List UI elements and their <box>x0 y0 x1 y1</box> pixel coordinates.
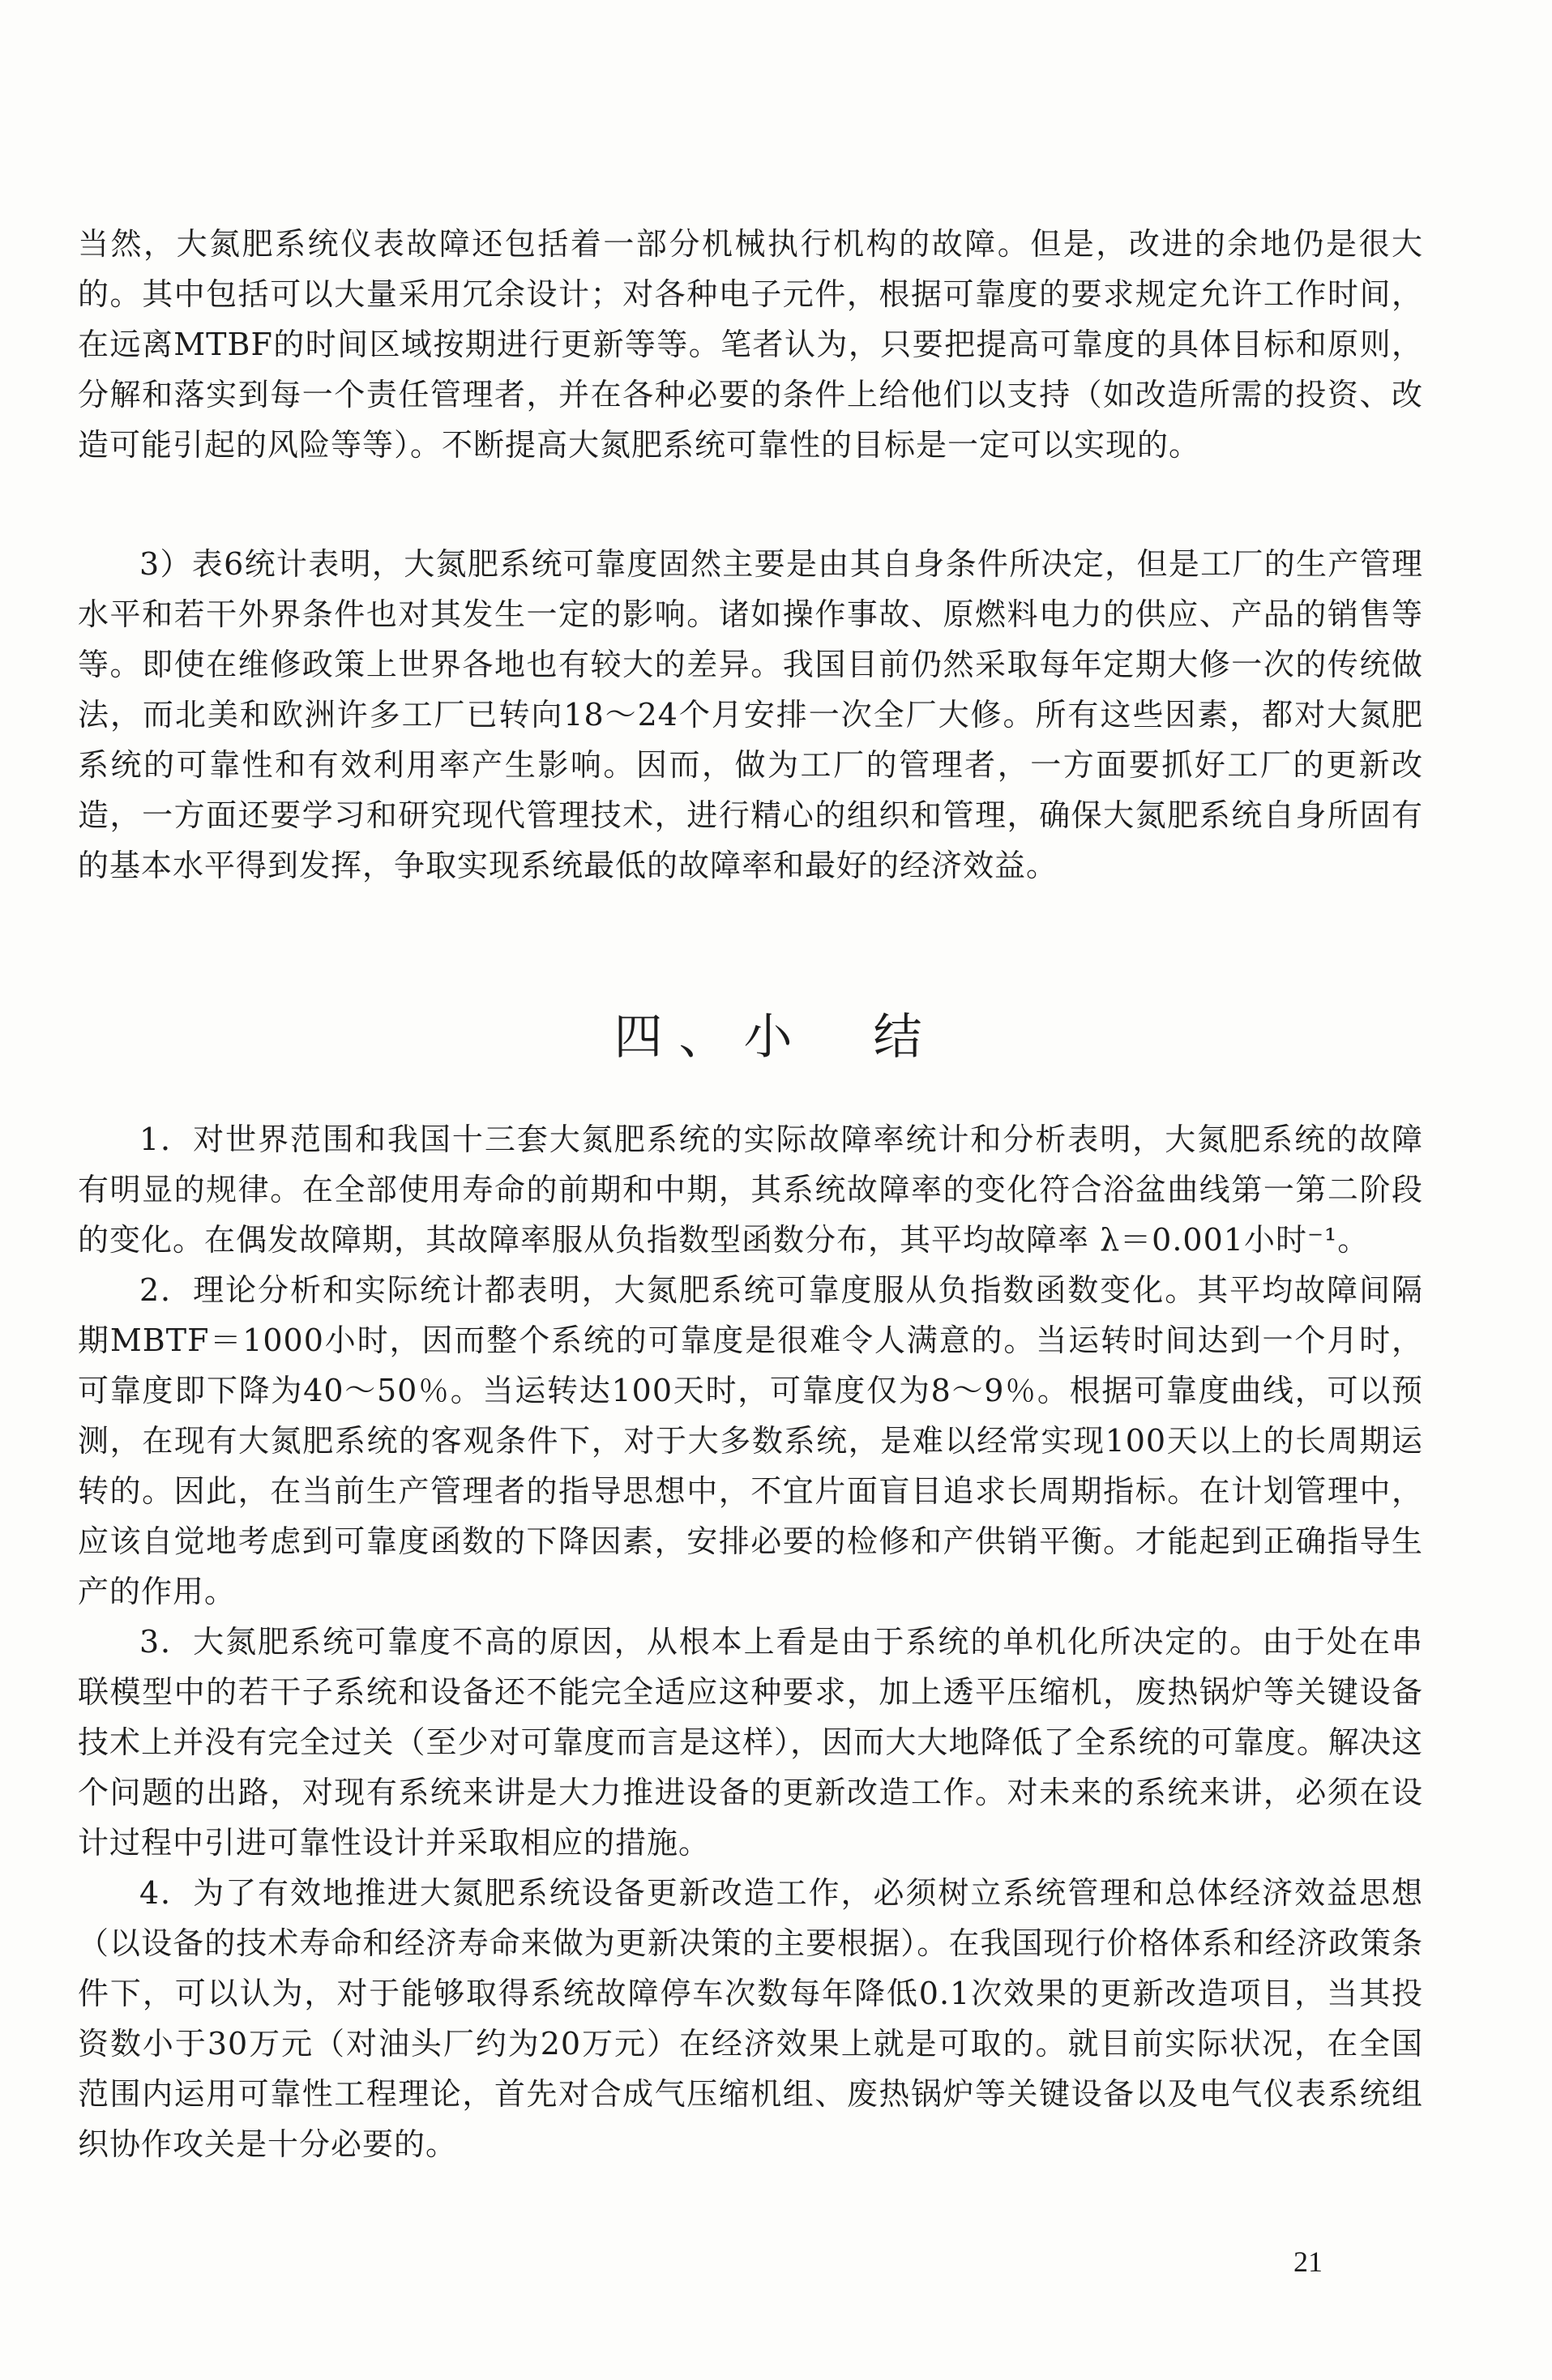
paragraph-block-intro <box>78 219 1423 470</box>
summary-item: 2．理论分析和实际统计都表明，大氮肥系统可靠度服从负指数函数变化。其平均故障间隔期MBTF＝1000小时，因而整个系统的可靠度是很难令人满意的。当运转时间达到一个月时，可靠度即下降为40～50％。当运转达100天时，可靠度仅为8～9％。根据可靠度曲线，可以预测，在现有大氮肥系统的客观条件下，对于大多数系统，是难以经常实现100天以上的长周期运转的。因此，在当前生产管理者的指导思想中，不宜片面盲目追求长周期指标。在计划管理中，应该自觉地考虑到可靠度函数的下降因素，安排必要的检修和产供销平衡。才能起到正确指导生产的作用。 <box>78 1272 1423 1609</box>
body-paragraph: 当然，大氮肥系统仪表故障还包括着一部分机械执行机构的故障。但是，改进的余地仍是很大的。其中包括可以大量采用冗余设计；对各种电子元件，根据可靠度的要求规定允许工作时间，在远离MTBF的时间区域按期进行更新等等。笔者认为，只要把提高可靠度的具体目标和原则，分解和落实到每一个责任管理者，并在各种必要的条件上给他们以支持（如改造所需的投资、改造可能引起的风险等等）。不断提高大氮肥系统可靠性的目标是一定可以实现的。 <box>78 226 1423 463</box>
summary-item: 1．对世界范围和我国十三套大氮肥系统的实际故障率统计和分析表明，大氮肥系统的故障有明显的规律。在全部使用寿命的前期和中期，其系统故障率的变化符合浴盆曲线第一第二阶段的变化。在偶发故障期，其故障率服从负指数型函数分布，其平均故障率 λ＝0.001小时⁻¹。 <box>78 1122 1423 1258</box>
summary-list <box>78 1114 1423 2169</box>
body-paragraph: 3）表6统计表明，大氮肥系统可靠度固然主要是由其自身条件所决定，但是工厂的生产管理水平和若干外界条件也对其发生一定的影响。诸如操作事故、原燃料电力的供应、产品的销售等等。即使在维修政策上世界各地也有较大的差异。我国目前仍然采取每年定期大修一次的传统做法，而北美和欧洲许多工厂已转向18～24个月安排一次全厂大修。所有这些因素，都对大氮肥系统的可靠性和有效利用率产生影响。因而，做为工厂的管理者，一方面要抓好工厂的更新改造，一方面还要学习和研究现代管理技术，进行精心的组织和管理，确保大氮肥系统自身所固有的基本水平得到发挥，争取实现系统最低的故障率和最好的经济效益。 <box>78 546 1423 883</box>
page-number: 21 <box>1293 2245 1323 2278</box>
summary-item: 3．大氮肥系统可靠度不高的原因，从根本上看是由于系统的单机化所决定的。由于处在串联模型中的若干子系统和设备还不能完全适应这种要求，加上透平压缩机，废热锅炉等关键设备技术上并没有完全过关（至少对可靠度而言是这样），因而大大地降低了全系统的可靠度。解决这个问题的出路，对现有系统来讲是大力推进设备的更新改造工作。对未来的系统来讲，必须在设计过程中引进可靠性设计并采取相应的措施。 <box>78 1624 1423 1861</box>
paragraph-block-point-3 <box>78 539 1423 891</box>
section-heading: 四、小 结 <box>614 1009 938 1066</box>
summary-item: 4．为了有效地推进大氮肥系统设备更新改造工作，必须树立系统管理和总体经济效益思想（以设备的技术寿命和经济寿命来做为更新决策的主要根据）。在我国现行价格体系和经济政策条件下，可以认为，对于能够取得系统故障停车次数每年降低0.1次效果的更新改造项目，当其投资数小于30万元（对油头厂约为20万元）在经济效果上就是可取的。就目前实际状况，在全国范围内运用可靠性工程理论，首先对合成气压缩机组、废热锅炉等关键设备以及电气仪表系统组织协作攻关是十分必要的。 <box>78 1875 1423 2162</box>
